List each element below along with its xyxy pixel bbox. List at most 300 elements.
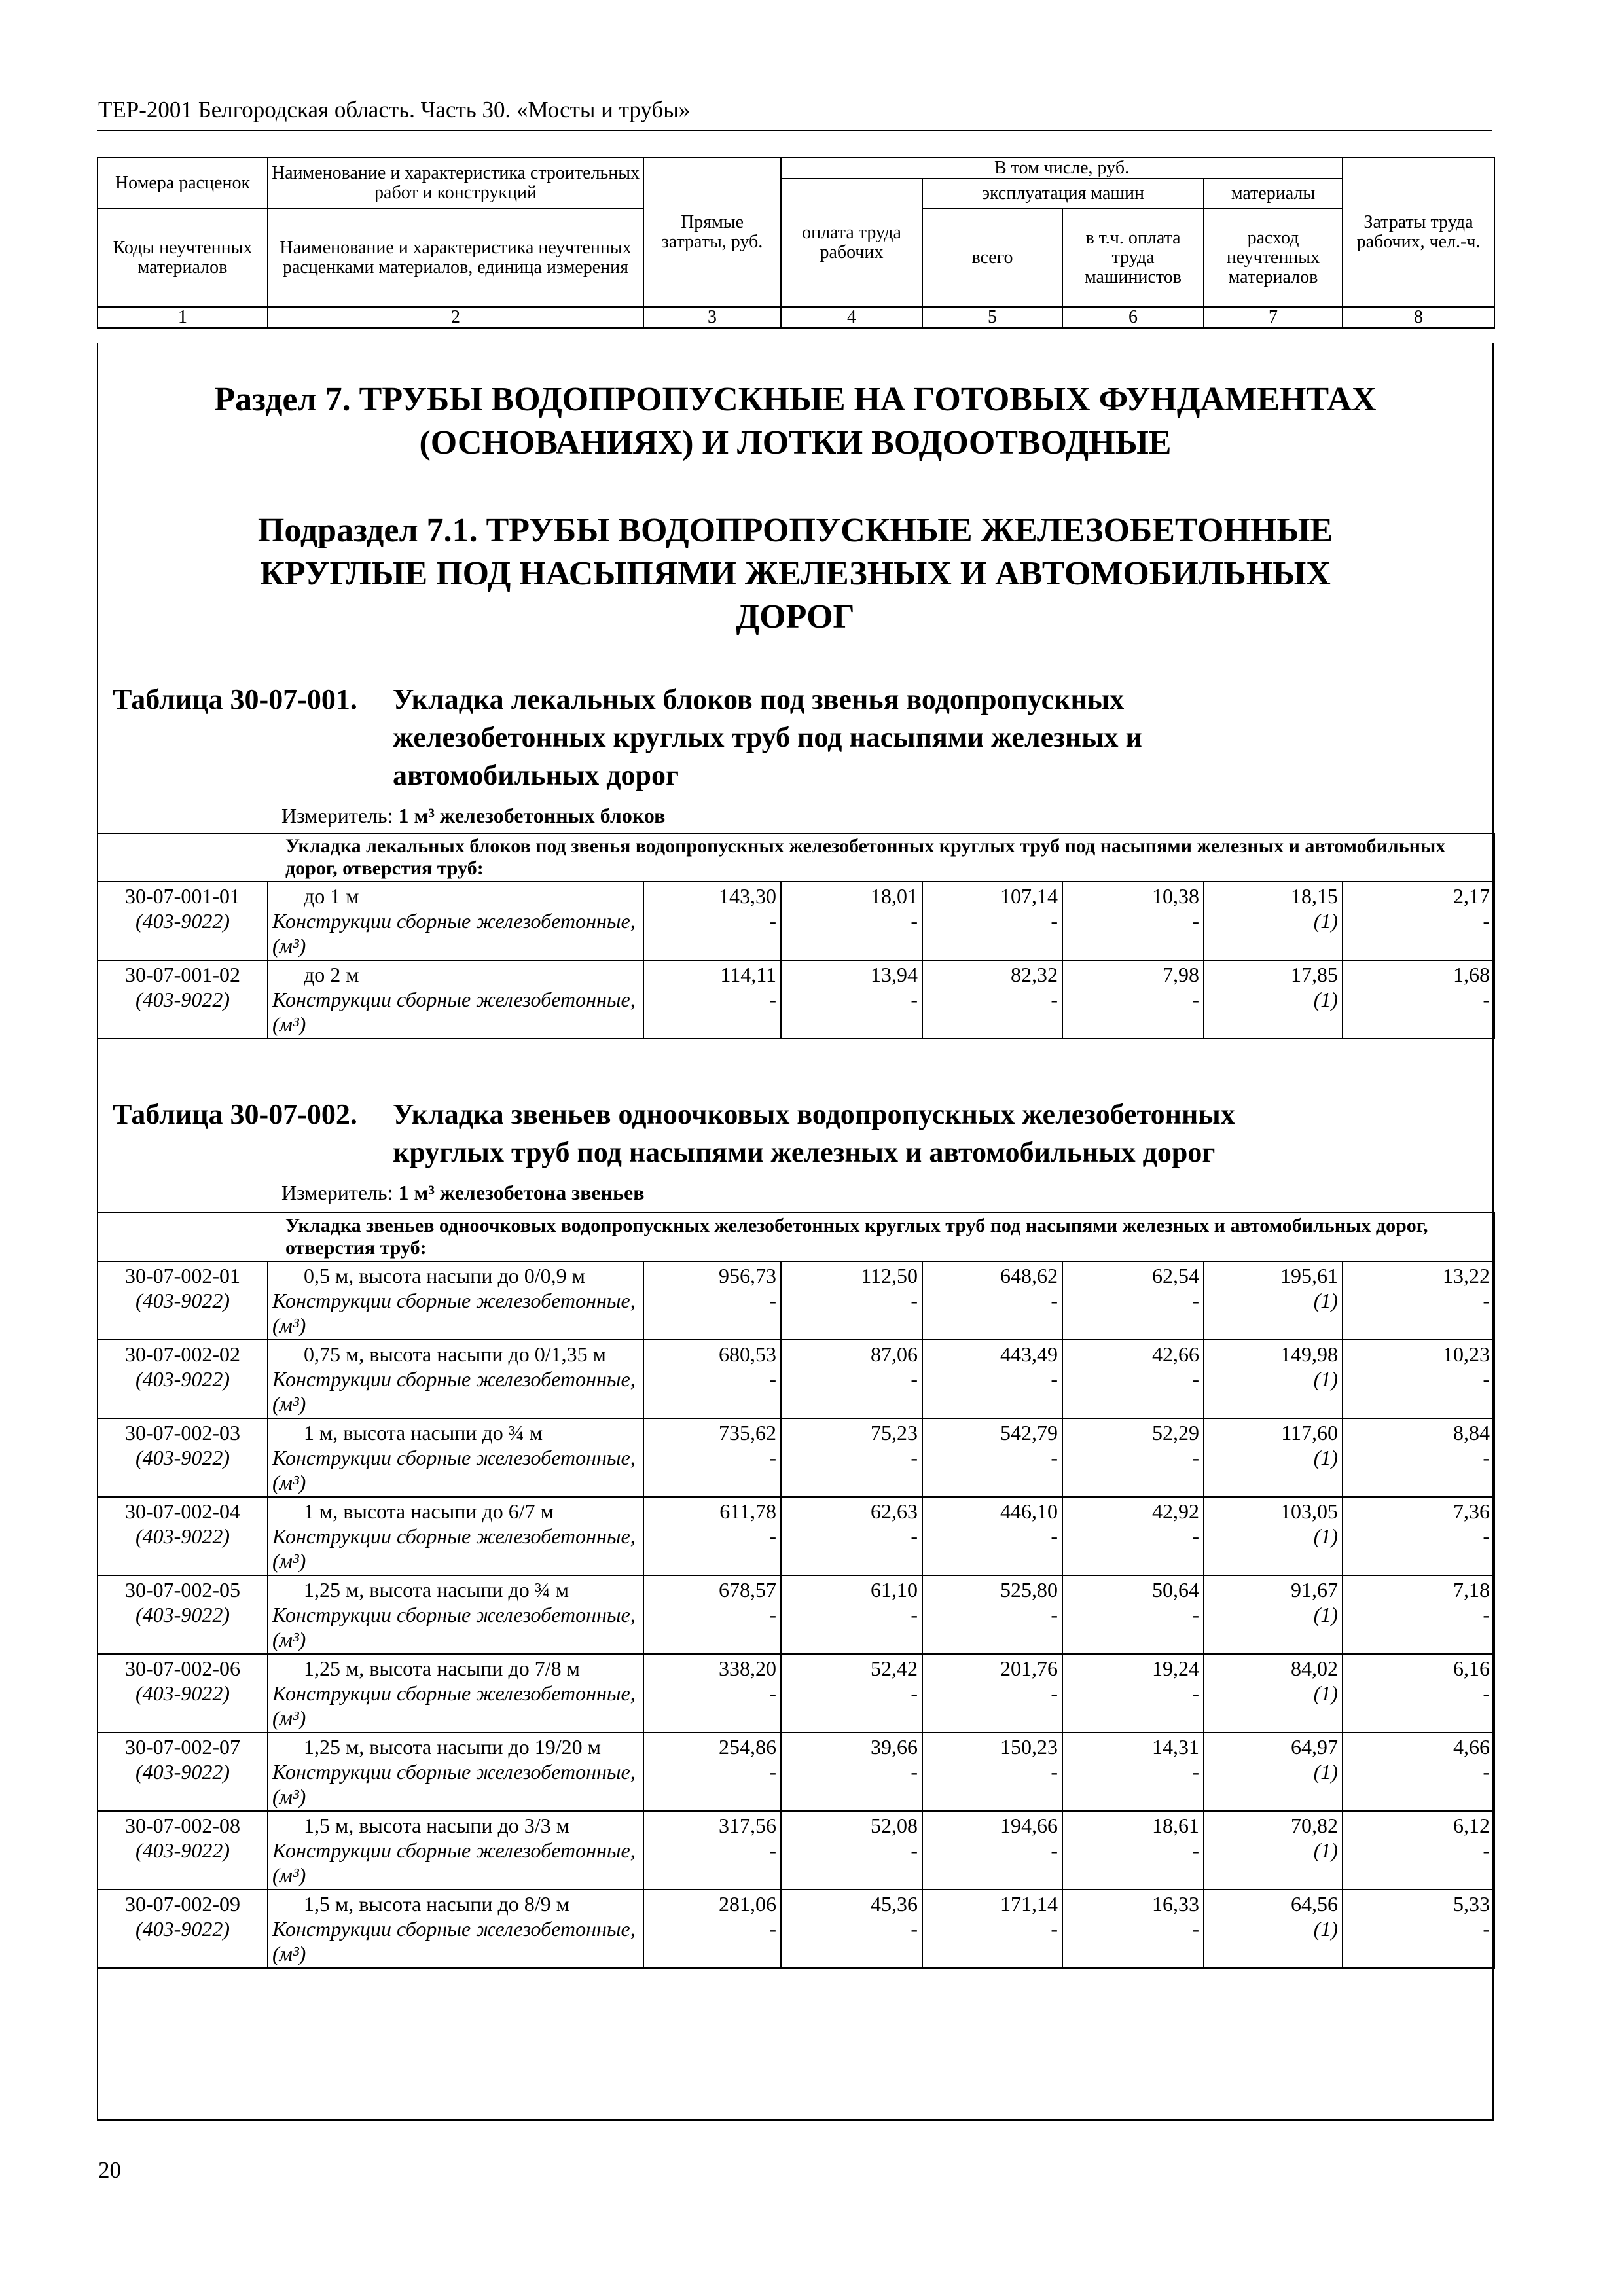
cell-c3 (643, 1418, 781, 1497)
material-name: Конструкции сборные железобетонные, (м³) (272, 1367, 636, 1416)
cell-code (98, 1654, 268, 1732)
value-lower: - (1192, 1917, 1199, 1941)
value-lower: - (1051, 1681, 1058, 1705)
value: 62,54 (1152, 1264, 1199, 1287)
rate-code: 30-07-002-09 (125, 1892, 240, 1916)
rate-code: 30-07-002-02 (125, 1342, 240, 1366)
value: 64,56 (1291, 1892, 1338, 1916)
value-lower: - (1192, 1603, 1199, 1626)
value: 82,32 (1011, 963, 1058, 986)
measure-value: 1 м³ железобетона звеньев (398, 1181, 645, 1204)
rate-code: 30-07-002-04 (125, 1499, 240, 1523)
cell-c5 (922, 1497, 1062, 1575)
material-code: (403-9022) (135, 1917, 230, 1941)
material-consumption: (1) (1313, 1367, 1338, 1391)
cell-c4 (781, 1340, 922, 1418)
work-name: 1 м, высота насыпи до ¾ м (304, 1421, 543, 1444)
value: 194,66 (1000, 1814, 1058, 1837)
col3-header: Прямые затраты, руб. (643, 158, 781, 307)
col-number: 1 (98, 307, 268, 328)
table2-title-line: круглых труб под насыпями железных и автомобильных дорог (393, 1136, 1216, 1168)
value-lower: - (1483, 1603, 1490, 1626)
cell-c5 (922, 1261, 1062, 1340)
value: 45,36 (871, 1892, 918, 1916)
cell-c6 (1062, 960, 1204, 1039)
material-name: Конструкции сборные железобетонные, (м³) (272, 988, 636, 1036)
table-row (98, 960, 1494, 1039)
measure-value: 1 м³ железобетонных блоков (398, 804, 666, 827)
cell-c3 (643, 1340, 781, 1418)
cell-code (98, 1575, 268, 1654)
value-lower: - (911, 1839, 918, 1862)
value-lower: - (1051, 1446, 1058, 1469)
value: 16,33 (1152, 1892, 1199, 1916)
value: 18,61 (1152, 1814, 1199, 1837)
value-lower: - (769, 1917, 776, 1941)
value-lower: - (911, 909, 918, 933)
value-lower: - (1483, 1289, 1490, 1312)
cell-c4 (781, 1732, 922, 1811)
subsection-title-line1: Подраздел 7.1. ТРУБЫ ВОДОПРОПУСКНЫЕ ЖЕЛЕЗОБЕТОННЫЕ (257, 512, 1333, 549)
column-header-table (97, 157, 1495, 329)
material-name: Конструкции сборные железобетонные, (м³) (272, 1446, 636, 1494)
value: 52,29 (1152, 1421, 1199, 1444)
value: 42,66 (1152, 1342, 1199, 1366)
value: 107,14 (1000, 884, 1058, 908)
value-lower: - (1051, 909, 1058, 933)
value: 5,33 (1453, 1892, 1490, 1916)
col1-bottom: Коды неучтенных материалов (98, 209, 268, 307)
material-code: (403-9022) (135, 988, 230, 1011)
value: 317,56 (719, 1814, 776, 1837)
col1-top: Номера расценок (98, 158, 268, 209)
cell-code (98, 1261, 268, 1340)
cell-c7 (1204, 1575, 1343, 1654)
cell-c5 (922, 960, 1062, 1039)
work-name: 1,5 м, высота насыпи до 3/3 м (304, 1814, 569, 1837)
cell-c8 (1343, 1340, 1494, 1418)
cell-c6 (1062, 1732, 1204, 1811)
table2-measure (281, 1181, 644, 1205)
value-lower: - (911, 1603, 918, 1626)
table2-title-line: Укладка звеньев одноочковых водопропускных железобетонных (393, 1098, 1235, 1130)
value-lower: - (1051, 1367, 1058, 1391)
value: 13,94 (871, 963, 918, 986)
table-row (98, 882, 1494, 960)
value-lower: - (911, 988, 918, 1011)
materials-header: материалы (1204, 179, 1343, 209)
cell-c7 (1204, 960, 1343, 1039)
value: 443,49 (1000, 1342, 1058, 1366)
cell-c8 (1343, 1811, 1494, 1890)
cell-c3 (643, 1261, 781, 1340)
value-lower: - (769, 1524, 776, 1548)
cell-c7 (1204, 1890, 1343, 1968)
material-consumption: (1) (1313, 1289, 1338, 1312)
cell-code (98, 1340, 268, 1418)
cell-c8 (1343, 1497, 1494, 1575)
material-consumption: (1) (1313, 1681, 1338, 1705)
col-number: 8 (1343, 307, 1494, 328)
value: 112,50 (861, 1264, 918, 1287)
value: 75,23 (871, 1421, 918, 1444)
col-number: 3 (643, 307, 781, 328)
value: 678,57 (719, 1578, 776, 1602)
measure-label: Измеритель: (281, 804, 393, 827)
material-code: (403-9022) (135, 1524, 230, 1548)
value-lower: - (769, 1603, 776, 1626)
value-lower: - (1192, 1367, 1199, 1391)
table-row (98, 1497, 1494, 1575)
material-name: Конструкции сборные железобетонные, (м³) (272, 1681, 636, 1730)
rate-code: 30-07-002-05 (125, 1578, 240, 1602)
col5-header: всего (922, 209, 1062, 307)
value: 61,10 (871, 1578, 918, 1602)
value-lower: - (1051, 1917, 1058, 1941)
material-name: Конструкции сборные железобетонные, (м³) (272, 1524, 636, 1573)
cell-c8 (1343, 960, 1494, 1039)
section-title-line1: Раздел 7. ТРУБЫ ВОДОПРОПУСКНЫЕ НА ГОТОВЫХ ФУНДАМЕНТАХ (214, 381, 1377, 418)
value-lower: - (1192, 1839, 1199, 1862)
value-lower: - (769, 1839, 776, 1862)
material-code: (403-9022) (135, 1367, 230, 1391)
cell-name (268, 1732, 643, 1811)
page-number: 20 (98, 2157, 121, 2183)
value: 4,66 (1453, 1735, 1490, 1759)
value: 17,85 (1291, 963, 1338, 986)
subsection-title-line2: КРУГЛЫЕ ПОД НАСЫПЯМИ ЖЕЛЕЗНЫХ И АВТОМОБИЛЬНЫХ (260, 555, 1331, 592)
value: 7,98 (1163, 963, 1199, 986)
material-code: (403-9022) (135, 1603, 230, 1626)
value: 7,36 (1453, 1499, 1490, 1523)
cell-c4 (781, 1575, 922, 1654)
cell-c7 (1204, 1654, 1343, 1732)
value: 735,62 (719, 1421, 776, 1444)
cell-code (98, 1890, 268, 1968)
cell-c4 (781, 1811, 922, 1890)
value: 171,14 (1000, 1892, 1058, 1916)
cell-c5 (922, 882, 1062, 960)
value-lower: - (1051, 1839, 1058, 1862)
work-name: до 2 м (304, 963, 359, 986)
cell-name (268, 1654, 643, 1732)
value: 10,23 (1443, 1342, 1490, 1366)
value-lower: - (1483, 1681, 1490, 1705)
table-row (98, 1575, 1494, 1654)
value-lower: - (1483, 1367, 1490, 1391)
value-lower: - (1483, 1446, 1490, 1469)
col4-header: оплата труда рабочих (781, 179, 922, 307)
value: 62,63 (871, 1499, 918, 1523)
cell-name (268, 882, 643, 960)
cell-name (268, 1418, 643, 1497)
rate-code: 30-07-002-01 (125, 1264, 240, 1287)
cell-name (268, 1575, 643, 1654)
cell-name (268, 1261, 643, 1340)
rate-code: 30-07-002-08 (125, 1814, 240, 1837)
value: 143,30 (719, 884, 776, 908)
value: 648,62 (1000, 1264, 1058, 1287)
cell-c5 (922, 1418, 1062, 1497)
table2-title-prefix: Таблица 30-07-002. (113, 1098, 357, 1130)
material-consumption: (1) (1313, 1839, 1338, 1862)
value: 956,73 (719, 1264, 776, 1287)
subsection-title-line3: ДОРОГ (736, 598, 855, 636)
work-name: 1,25 м, высота насыпи до 7/8 м (304, 1657, 580, 1680)
material-consumption: (1) (1313, 909, 1338, 933)
cell-c3 (643, 1811, 781, 1890)
value-lower: - (769, 988, 776, 1011)
col-number: 2 (268, 307, 643, 328)
rate-code: 30-07-002-07 (125, 1735, 240, 1759)
value: 8,84 (1453, 1421, 1490, 1444)
table1-title (0, 681, 1624, 798)
cell-c4 (781, 1261, 922, 1340)
measure-label: Измеритель: (281, 1181, 393, 1204)
col6-header: в т.ч. оплата труда машинистов (1062, 209, 1204, 307)
value-lower: - (769, 1446, 776, 1469)
cell-c6 (1062, 1418, 1204, 1497)
material-consumption: (1) (1313, 988, 1338, 1011)
cell-code (98, 1418, 268, 1497)
cell-c7 (1204, 1418, 1343, 1497)
work-name: 1,5 м, высота насыпи до 8/9 м (304, 1892, 569, 1916)
material-name: Конструкции сборные железобетонные, (м³) (272, 1917, 636, 1965)
material-name: Конструкции сборные железобетонные, (м³) (272, 909, 636, 958)
cell-c4 (781, 1890, 922, 1968)
value: 1,68 (1453, 963, 1490, 986)
value: 201,76 (1000, 1657, 1058, 1680)
table2-title (0, 1096, 1624, 1174)
material-consumption: (1) (1313, 1446, 1338, 1469)
cell-c3 (643, 1654, 781, 1732)
value: 7,18 (1453, 1578, 1490, 1602)
rate-code: 30-07-001-01 (125, 884, 240, 908)
value-lower: - (769, 1289, 776, 1312)
value: 19,24 (1152, 1657, 1199, 1680)
cell-c5 (922, 1575, 1062, 1654)
value-lower: - (911, 1524, 918, 1548)
value: 84,02 (1291, 1657, 1338, 1680)
cell-c3 (643, 1497, 781, 1575)
cell-c3 (643, 1575, 781, 1654)
table-row (98, 1261, 1494, 1340)
page-header: ТЕР-2001 Белгородская область. Часть 30. «Мосты и трубы» (98, 97, 691, 122)
value-lower: - (1483, 1917, 1490, 1941)
header-rule (97, 130, 1492, 131)
cell-c7 (1204, 1497, 1343, 1575)
table-row (98, 1654, 1494, 1732)
table-row (98, 1340, 1494, 1418)
value-lower: - (1192, 1760, 1199, 1784)
value-lower: - (1192, 1524, 1199, 1548)
material-name: Конструкции сборные железобетонные, (м³) (272, 1289, 636, 1337)
material-name: Конструкции сборные железобетонные, (м³) (272, 1839, 636, 1887)
work-name: 0,5 м, высота насыпи до 0/0,9 м (304, 1264, 585, 1287)
value: 6,12 (1453, 1814, 1490, 1837)
material-consumption: (1) (1313, 1603, 1338, 1626)
machines-header: эксплуатация машин (922, 179, 1204, 209)
table2-grid (97, 1212, 1495, 1969)
col7-header: расход неучтенных материалов (1204, 209, 1343, 307)
cell-c8 (1343, 1418, 1494, 1497)
value: 542,79 (1000, 1421, 1058, 1444)
value-lower: - (769, 1367, 776, 1391)
value-lower: - (769, 1760, 776, 1784)
material-name: Конструкции сборные железобетонные, (м³) (272, 1760, 636, 1808)
value: 87,06 (871, 1342, 918, 1366)
cell-c5 (922, 1654, 1062, 1732)
cell-c4 (781, 1418, 922, 1497)
work-name: 1,25 м, высота насыпи до ¾ м (304, 1578, 569, 1602)
value: 680,53 (719, 1342, 776, 1366)
material-code: (403-9022) (135, 1289, 230, 1312)
value: 611,78 (719, 1499, 776, 1523)
value: 52,42 (871, 1657, 918, 1680)
value: 195,61 (1280, 1264, 1338, 1287)
table1-title-line: Укладка лекальных блоков под звенья водопропускных (393, 683, 1125, 715)
cell-c8 (1343, 1654, 1494, 1732)
rate-code: 30-07-002-03 (125, 1421, 240, 1444)
value: 103,05 (1280, 1499, 1338, 1523)
cell-c5 (922, 1811, 1062, 1890)
value: 150,23 (1000, 1735, 1058, 1759)
col8-header: Затраты труда рабочих, чел.-ч. (1343, 158, 1494, 307)
material-code: (403-9022) (135, 1839, 230, 1862)
value: 114,11 (720, 963, 776, 986)
value-lower: - (911, 1760, 918, 1784)
rate-code: 30-07-001-02 (125, 963, 240, 986)
table1-title-prefix: Таблица 30-07-001. (113, 683, 357, 715)
value: 338,20 (719, 1657, 776, 1680)
work-name: 1,25 м, высота насыпи до 19/20 м (304, 1735, 601, 1759)
section-title-line2: (ОСНОВАНИЯХ) И ЛОТКИ ВОДООТВОДНЫЕ (419, 424, 1172, 461)
value-lower: - (1483, 909, 1490, 933)
cell-c4 (781, 882, 922, 960)
col-number: 4 (781, 307, 922, 328)
work-name: 1 м, высота насыпи до 6/7 м (304, 1499, 554, 1523)
col-number: 5 (922, 307, 1062, 328)
value-lower: - (1192, 1446, 1199, 1469)
cell-c6 (1062, 1811, 1204, 1890)
value-lower: - (1483, 1524, 1490, 1548)
cell-c5 (922, 1340, 1062, 1418)
value: 13,22 (1443, 1264, 1490, 1287)
value-lower: - (1483, 1839, 1490, 1862)
material-consumption: (1) (1313, 1760, 1338, 1784)
table-row (98, 1890, 1494, 1968)
value-lower: - (1051, 1524, 1058, 1548)
value-lower: - (911, 1917, 918, 1941)
material-code: (403-9022) (135, 909, 230, 933)
value-lower: - (1051, 1289, 1058, 1312)
cell-c7 (1204, 882, 1343, 960)
cell-c7 (1204, 1261, 1343, 1340)
value: 14,31 (1152, 1735, 1199, 1759)
cell-c6 (1062, 1654, 1204, 1732)
material-code: (403-9022) (135, 1681, 230, 1705)
value: 52,08 (871, 1814, 918, 1837)
cell-code (98, 1811, 268, 1890)
table-row (98, 1732, 1494, 1811)
cell-c4 (781, 1654, 922, 1732)
group-header: В том числе, руб. (781, 158, 1343, 179)
value: 42,92 (1152, 1499, 1199, 1523)
cell-name (268, 1340, 643, 1418)
value: 70,82 (1291, 1814, 1338, 1837)
cell-c3 (643, 1732, 781, 1811)
cell-c3 (643, 882, 781, 960)
cell-c8 (1343, 1732, 1494, 1811)
cell-c3 (643, 960, 781, 1039)
value-lower: - (769, 1681, 776, 1705)
cell-c8 (1343, 1575, 1494, 1654)
value-lower: - (1192, 988, 1199, 1011)
cell-c6 (1062, 1575, 1204, 1654)
value: 149,98 (1280, 1342, 1338, 1366)
table2-caption: Укладка звеньев одноочковых водопропускных железобетонных круглых труб под насыпями железных и автомобильных дорог, отверстия труб: (98, 1213, 1494, 1261)
value-lower: - (911, 1681, 918, 1705)
cell-c8 (1343, 882, 1494, 960)
cell-code (98, 960, 268, 1039)
value: 50,64 (1152, 1578, 1199, 1602)
cell-c7 (1204, 1811, 1343, 1890)
work-name: 0,75 м, высота насыпи до 0/1,35 м (304, 1342, 606, 1366)
cell-c6 (1062, 882, 1204, 960)
cell-c7 (1204, 1340, 1343, 1418)
col2-bottom: Наименование и характеристика неучтенных расценками материалов, единица измерения (268, 209, 643, 307)
cell-c8 (1343, 1890, 1494, 1968)
value-lower: - (1051, 1760, 1058, 1784)
table1-measure (281, 804, 665, 828)
col-number: 6 (1062, 307, 1204, 328)
value: 6,16 (1453, 1657, 1490, 1680)
value: 117,60 (1281, 1421, 1338, 1444)
cell-name (268, 1811, 643, 1890)
cell-c8 (1343, 1261, 1494, 1340)
table-row (98, 1811, 1494, 1890)
col-number: 7 (1204, 307, 1343, 328)
table-row (98, 1418, 1494, 1497)
value-lower: - (911, 1446, 918, 1469)
material-code: (403-9022) (135, 1446, 230, 1469)
value-lower: - (1483, 1760, 1490, 1784)
material-consumption: (1) (1313, 1917, 1338, 1941)
cell-code (98, 1497, 268, 1575)
value: 18,15 (1291, 884, 1338, 908)
value-lower: - (1483, 988, 1490, 1011)
material-code: (403-9022) (135, 1760, 230, 1784)
cell-c6 (1062, 1497, 1204, 1575)
col2-top: Наименование и характеристика строительных работ и конструкций (268, 158, 643, 209)
value-lower: - (1051, 988, 1058, 1011)
material-name: Конструкции сборные железобетонные, (м³) (272, 1603, 636, 1651)
table1-title-line: железобетонных круглых труб под насыпями железных и (393, 721, 1142, 753)
cell-c6 (1062, 1340, 1204, 1418)
value: 525,80 (1000, 1578, 1058, 1602)
value: 39,66 (871, 1735, 918, 1759)
cell-c6 (1062, 1261, 1204, 1340)
cell-name (268, 960, 643, 1039)
value-lower: - (1192, 1681, 1199, 1705)
value: 2,17 (1453, 884, 1490, 908)
table1-title-line: автомобильных дорог (393, 759, 679, 791)
cell-c3 (643, 1890, 781, 1968)
value: 18,01 (871, 884, 918, 908)
cell-code (98, 882, 268, 960)
value: 64,97 (1291, 1735, 1338, 1759)
cell-c4 (781, 960, 922, 1039)
